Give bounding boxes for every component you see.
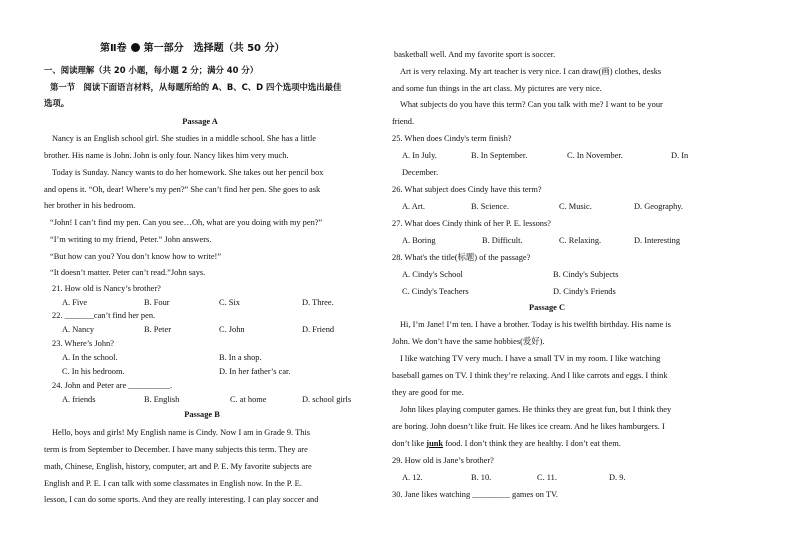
question-25: 25. When does Cindy's term finish? (392, 134, 512, 143)
option-c: C. Relaxing. (559, 236, 602, 245)
option-d: D. Three. (302, 298, 334, 307)
passage-line: Art is very relaxing. My art teacher is very nice. I can draw(画) clothes, desks (400, 67, 662, 76)
passage-line: friend. (392, 117, 415, 126)
option-c: C. 11. (537, 473, 557, 482)
text-fragment: food. I don’t think they are healthy. I don’t eat them. (443, 439, 621, 448)
option-a: A. friends (62, 395, 96, 404)
option-b: B. English (144, 395, 180, 404)
option-b: B. Peter (144, 325, 171, 334)
question-27: 27. What does Cindy think of her P. E. lessons? (392, 219, 551, 228)
passage-c-title: Passage C (528, 303, 566, 312)
text-fragment: don’t like (392, 439, 427, 448)
option-c: C. John (219, 325, 245, 334)
option-d: D. Interesting (634, 236, 681, 245)
question-21: 21. How old is Nancy’s brother? (52, 284, 161, 293)
question-24: 24. John and Peter are __________. (52, 381, 173, 390)
passage-line: brother. His name is John. John is only four. Nancy likes him very much. (44, 151, 289, 160)
passage-line: lesson, I can do some sports. And they are really interesting. I can play soccer and (44, 495, 319, 504)
option-d: D. In (671, 151, 689, 160)
section-instruction: 第一节 阅读下面语言材料，从每题所给的 A、B、C、D 四个选项中选出最佳 (50, 82, 342, 92)
option-b: B. Four (144, 298, 170, 307)
passage-line (392, 438, 621, 449)
passage-line: English and P. E. I can talk with some classmates in English now. In the P. E. (44, 479, 302, 488)
option-c: C. In November. (567, 151, 623, 160)
volume-label: 第Ⅱ卷 (100, 43, 127, 54)
option-c: C. In his bedroom. (62, 367, 125, 376)
exam-title (100, 43, 284, 54)
passage-line: John. We don’t have the same hobbies(爱好). (392, 337, 545, 346)
option-c: C. Music. (559, 202, 592, 211)
option-a: A. Cindy's School (402, 270, 463, 279)
option-a: A. 12. (402, 473, 423, 482)
option-d: D. school girls (302, 395, 352, 404)
passage-line: and some fun things in the art class. My pictures are very nice. (392, 84, 602, 93)
option-a: A. In July. (402, 151, 437, 160)
section-instruction-cont: 选项。 (44, 98, 70, 108)
option-d: D. Friend (302, 325, 335, 334)
passage-line: are boring. John doesn’t like fruit. He likes ice cream. And he likes hamburgers. I (392, 422, 665, 431)
option-b: B. Cindy's Subjects (553, 270, 619, 279)
option-c: C. at home (230, 395, 267, 404)
part-label: 第一部分 选择题（共 50 分） (143, 43, 285, 54)
option-d: D. 9. (609, 473, 626, 482)
passage-line: John likes playing computer games. He thinks they are great fun, but I think they (400, 405, 672, 414)
passage-line: “It doesn’t matter. Peter can’t read.”John says. (50, 268, 206, 277)
passage-line: math, Chinese, English, history, computer, art and P. E. My favorite subjects are (44, 462, 312, 471)
option-c: C. Cindy's Teachers (402, 287, 469, 296)
passage-line: Nancy is an English school girl. She studies in a middle school. She has a little (52, 134, 317, 143)
bullet-icon (131, 43, 140, 52)
option-b: B. Difficult. (482, 236, 523, 245)
option-c: C. Six (219, 298, 240, 307)
option-b: B. 10. (471, 473, 492, 482)
question-28: 28. What's the title(标题) of the passage? (392, 253, 531, 262)
underlined-word: junk (426, 439, 444, 448)
option-b: B. In September. (471, 151, 528, 160)
question-22: 22. _______can’t find her pen. (52, 311, 156, 320)
option-d: D. In her father’s car. (219, 367, 291, 376)
passage-line: Today is Sunday. Nancy wants to do her homework. She takes out her pencil box (52, 168, 324, 177)
option-b: B. In a shop. (219, 353, 262, 362)
section-heading: 一、阅读理解（共 20 小题，每小题 2 分；满分 40 分） (44, 65, 259, 75)
option-b: B. Science. (471, 202, 509, 211)
option-a: A. Boring (402, 236, 436, 245)
option-a: A. In the school. (62, 353, 118, 362)
option-a: A. Art. (402, 202, 426, 211)
question-29: 29. How old is Jane’s brother? (392, 456, 494, 465)
passage-line: What subjects do you have this term? Can you talk with me? I want to be your (400, 100, 663, 109)
option-d: D. Geography. (634, 202, 683, 211)
passage-line: Hi, I’m Jane! I’m ten. I have a brother. Today is his twelfth birthday. His name is (400, 320, 671, 329)
passage-line: and opens it. “Oh, dear! Where’s my pen?” She can’t find her pen. She goes to ask (44, 185, 321, 194)
passage-line: baseball games on TV. I think they’re relaxing. And I like carrots and eggs. I think (392, 371, 668, 380)
option-a: A. Nancy (62, 325, 95, 334)
passage-line: “John! I can’t find my pen. Can you see…Oh, what are you doing with my pen?” (50, 218, 323, 227)
question-26: 26. What subject does Cindy have this term? (392, 185, 542, 194)
passage-a-title: Passage A (182, 117, 218, 126)
passage-line: her brother in his bedroom. (44, 201, 136, 210)
passage-line: “But how can you? You don’t know how to write!” (50, 252, 222, 261)
passage-line: basketball well. And my favorite sport is soccer. (394, 50, 556, 59)
option-d: D. Cindy's Friends (553, 287, 616, 296)
passage-line: term is from September to December. I have many subjects this term. They are (44, 445, 308, 454)
passage-line: Hello, boys and girls! My English name is Cindy. Now I am in Grade 9. This (52, 428, 310, 437)
question-30: 30. Jane likes watching _________ games on TV. (392, 490, 559, 499)
passage-line: “I’m writing to my friend, Peter.” John answers. (50, 235, 212, 244)
passage-b-title: Passage B (184, 410, 220, 419)
option-a: A. Five (62, 298, 88, 307)
passage-line: they are good for me. (392, 388, 464, 397)
option-d-cont: December. (402, 168, 439, 177)
question-23: 23. Where’s John? (52, 339, 114, 348)
passage-line: I like watching TV very much. I have a small TV in my room. I like watching (400, 354, 661, 363)
